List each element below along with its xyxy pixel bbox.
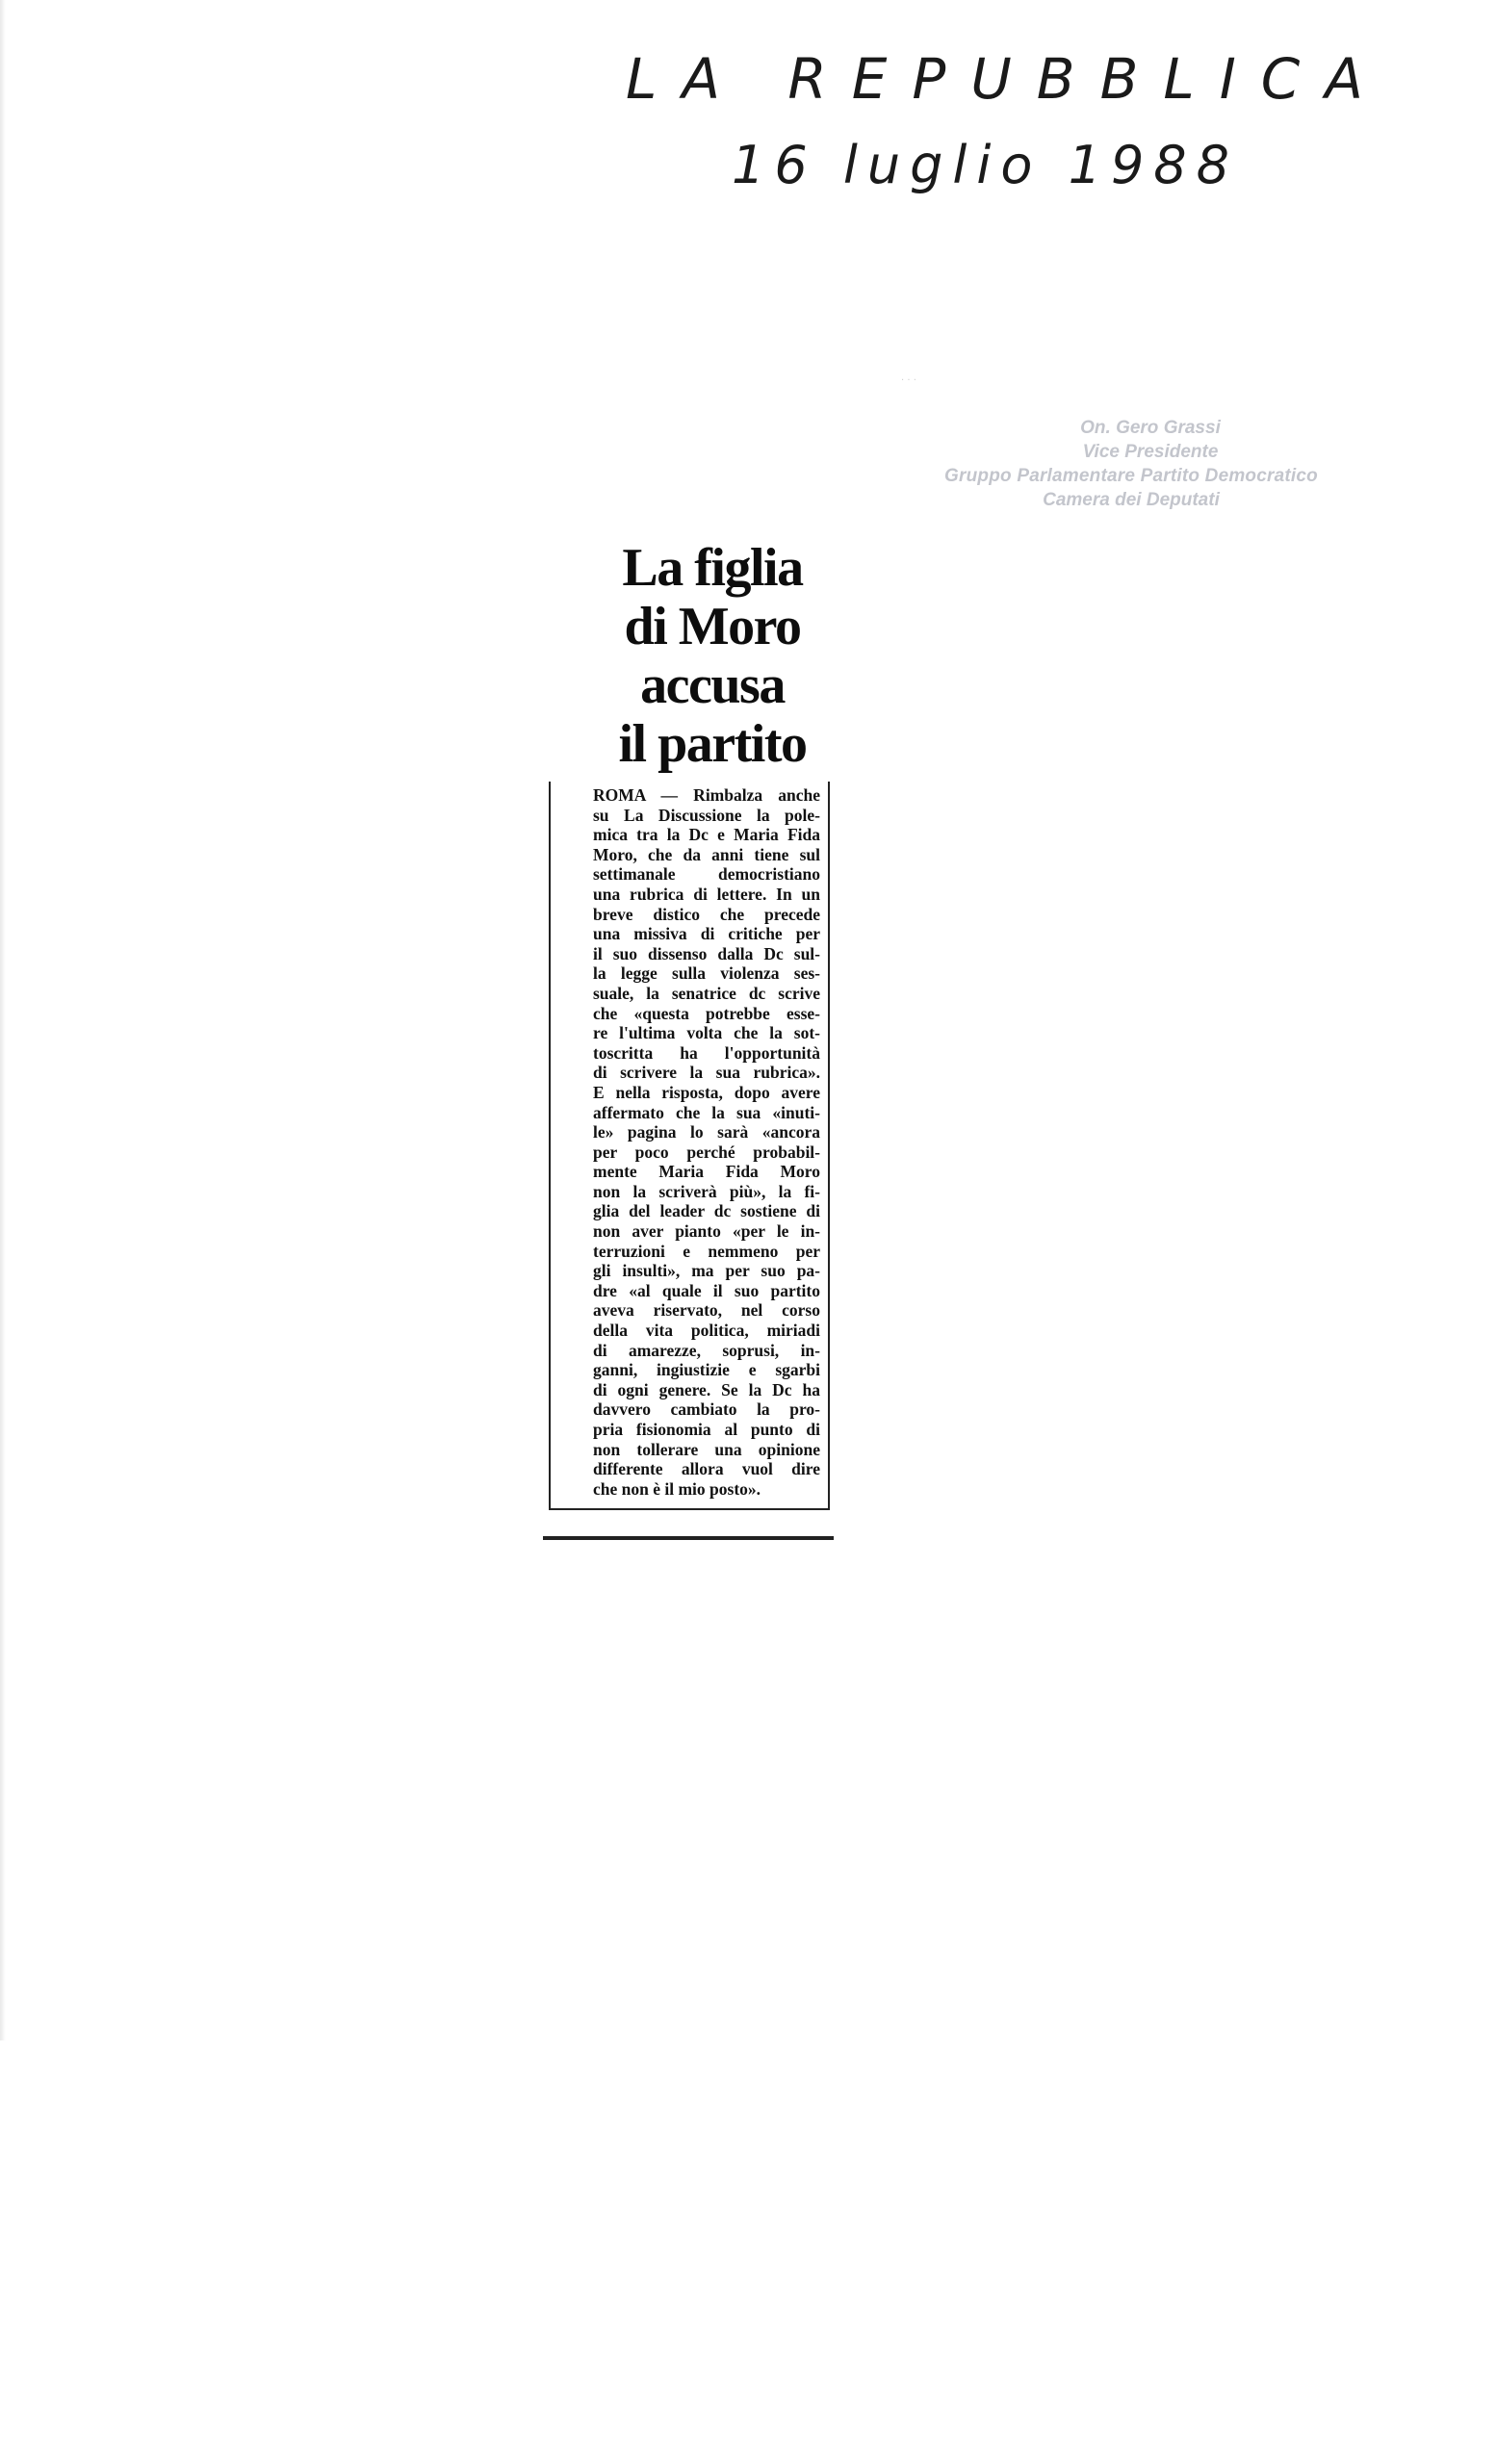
article-text-line: di scrivere la sua rubrica».	[593, 1063, 820, 1083]
article-text-line: terruzioni e nemmeno per	[593, 1241, 820, 1261]
article-text-line: della vita politica, miriadi	[593, 1321, 820, 1341]
article-text-line: aveva riservato, nel corso	[593, 1300, 820, 1321]
stamp-name: On. Gero Grassi	[1080, 418, 1221, 438]
article-text-line: suale, la senatrice dc scrive	[593, 983, 820, 1003]
article-text-line: re l'ultima volta che la sot-	[593, 1023, 820, 1043]
scan-speck: · · ·	[901, 375, 916, 386]
article-text-line: non la scriverà più», la fi-	[593, 1181, 820, 1201]
article-text-line: non tollerare una opinione	[593, 1439, 820, 1459]
article-text-line: una missiva di critiche per	[593, 924, 820, 944]
article-text-line: ROMA — Rimbalza anche	[593, 785, 820, 805]
stamp-group: Gruppo Parlamentare Partito Democratico	[944, 466, 1318, 486]
article-text-line: non aver pianto «per le in-	[593, 1221, 820, 1242]
article-text-line: di amarezze, soprusi, in-	[593, 1340, 820, 1360]
article-text-line: di ogni genere. Se la Dc ha	[593, 1379, 820, 1399]
headline-line: di Moro	[624, 597, 801, 656]
article-body-box	[549, 782, 830, 1510]
article-text-line: affermato che la sua «inuti-	[593, 1102, 820, 1122]
clipping-bottom-rule	[543, 1536, 834, 1540]
article-text-line: differente allora vuol dire	[593, 1459, 820, 1479]
article-text-line: ganni, ingiustizie e sgarbi	[593, 1360, 820, 1380]
headline-line: accusa	[640, 655, 785, 715]
article-text-line: Moro, che da anni tiene sul	[593, 844, 820, 864]
handwritten-date: 16 luglio 1988	[732, 135, 1240, 195]
article-text-line: che «questa potrebbe esse-	[593, 1003, 820, 1023]
article-text-line: E nella risposta, dopo avere	[593, 1082, 820, 1102]
article-text-line: pria fisionomia al punto di	[593, 1420, 820, 1439]
stamp-chamber: Camera dei Deputati	[1043, 490, 1220, 510]
article-text-line: mente Maria Fida Moro	[593, 1162, 820, 1182]
article-body	[593, 785, 820, 1499]
article-text-line: mica tra la Dc e Maria Fida	[593, 825, 820, 845]
headline-line: La figlia	[622, 538, 803, 598]
article-text-line: dre «al quale il suo partito	[593, 1280, 820, 1300]
article-text-line: per poco perché probabil-	[593, 1142, 820, 1162]
article-text-line: le» pagina lo sarà «ancora	[593, 1122, 820, 1142]
article-text-line: la legge sulla violenza ses-	[593, 963, 820, 984]
office-stamp	[919, 416, 1343, 512]
article-headline	[549, 539, 838, 774]
stamp-role: Vice Presidente	[1082, 442, 1219, 462]
article-text-line: che non è il mio posto».	[593, 1478, 761, 1499]
article-text-line: una rubrica di lettere. In un	[593, 884, 820, 904]
newspaper-clipping	[549, 539, 838, 1510]
article-text-line: davvero cambiato la pro-	[593, 1399, 820, 1420]
scan-edge-shadow	[0, 0, 6, 2040]
article-text-line: il suo dissenso dalla Dc sul-	[593, 943, 820, 963]
article-text-line: gli insulti», ma per suo pa-	[593, 1261, 820, 1281]
article-text-line: settimanale democristiano	[593, 864, 820, 885]
article-text-line: glia del leader dc sostiene di	[593, 1201, 820, 1221]
headline-line: il partito	[618, 714, 807, 774]
handwritten-newspaper-name: LA REPUBBLICA	[626, 46, 1388, 112]
article-text-line: su La Discussione la pole-	[593, 805, 820, 825]
article-text-line: breve distico che precede	[593, 904, 820, 924]
article-text-line: toscritta ha l'opportunità	[593, 1042, 820, 1063]
